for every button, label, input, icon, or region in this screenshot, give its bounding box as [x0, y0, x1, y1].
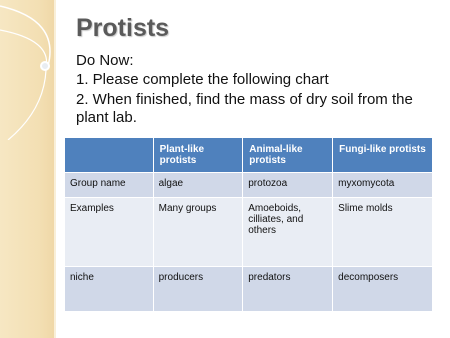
table-cell: predators	[243, 267, 332, 311]
table-cell: myxomycota	[333, 173, 432, 197]
table-header-row	[65, 138, 432, 172]
table-cell: decomposers	[333, 267, 432, 311]
decorative-arcs	[0, 0, 80, 140]
do-now-heading: Do Now:	[76, 52, 134, 69]
table-row	[65, 198, 432, 266]
table-cell: algae	[154, 173, 243, 197]
slide-title: Protists	[76, 14, 170, 42]
table-cell: producers	[154, 267, 243, 311]
table-row	[65, 267, 432, 311]
instruction-item-1: 1. Please complete the following chart	[76, 71, 329, 88]
table-cell: Many groups	[154, 198, 243, 266]
header-cell-empty	[65, 138, 153, 172]
table-cell: protozoa	[243, 173, 332, 197]
table-cell: niche	[65, 267, 153, 311]
table-cell: Slime molds	[333, 198, 432, 266]
protist-chart-table	[64, 137, 433, 312]
table-cell: Group name	[65, 173, 153, 197]
header-cell-fungi-like: Fungi-like protists	[333, 138, 432, 172]
header-cell-animal-like: Animal-like protists	[243, 138, 332, 172]
table-row	[65, 173, 432, 197]
header-cell-plant-like: Plant-like protists	[154, 138, 243, 172]
table-cell: Examples	[65, 198, 153, 266]
table-cell: Amoeboids, cilliates, and others	[243, 198, 332, 266]
decorative-ring-icon	[40, 61, 50, 71]
instruction-item-2: 2. When finished, find the mass of dry soil from the plant lab.	[76, 91, 413, 126]
